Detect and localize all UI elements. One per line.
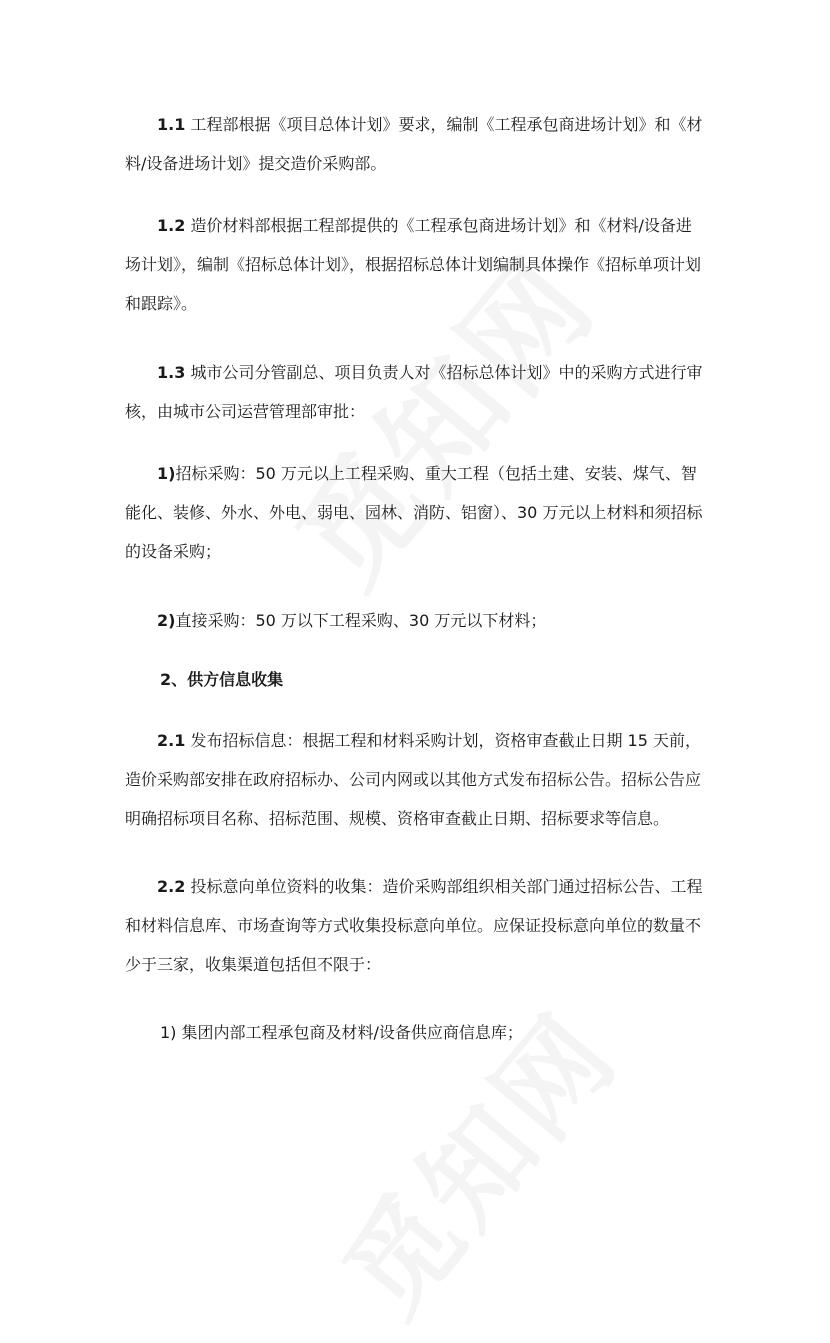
list-item-direct-purchase-text: 直接采购：50 万以下工程采购、30 万元以下材料； xyxy=(175,611,547,630)
list-number-2: 2) xyxy=(157,611,176,630)
paragraph-1-3 xyxy=(125,353,705,431)
paragraph-2-1 xyxy=(125,721,705,838)
section-number-1-1: 1.1 xyxy=(157,115,186,134)
section-heading-2: 2、供方信息收集 xyxy=(160,670,284,689)
paragraph-1-2-text: 造价材料部根据工程部提供的《工程承包商进场计划》和《材料/设备进场计划》，编制《招标总体计划》，根据招标总体计划编制具体操作《招标单项计划和跟踪》。 xyxy=(125,216,702,313)
list-item-direct-purchase xyxy=(125,601,705,640)
paragraph-1-3-text: 城市公司分管副总、项目负责人对《招标总体计划》中的采购方式进行审核，由城市公司运营管理部审批： xyxy=(125,363,703,421)
paragraph-1-1-text: 工程部根据《项目总体计划》要求，编制《工程承包商进场计划》和《材料/设备进场计划》提交造价采购部。 xyxy=(125,115,703,173)
list-item-tender-purchase-text: 招标采购：50 万元以上工程采购、重大工程（包括土建、安装、煤气、智能化、装修、外水、外电、弱电、园林、消防、铝窗）、30 万元以上材料和须招标的设备采购； xyxy=(125,464,703,561)
section-number-2-2: 2.2 xyxy=(157,877,186,896)
section-number-1-3: 1.3 xyxy=(157,363,186,382)
paragraph-1-1 xyxy=(125,105,705,183)
list-number-1: 1) xyxy=(157,464,176,483)
paragraph-2-1-text: 发布招标信息：根据工程和材料采购计划，资格审查截止日期 15 天前，造价采购部安排在政府招标办、公司内网或以其他方式发布招标公告。招标公告应明确招标项目名称、招标范围、规模、资格审查截止日期、招标要求等信息。 xyxy=(125,731,702,828)
list-item-internal-database: 1) 集团内部工程承包商及材料/设备供应商信息库； xyxy=(160,1023,523,1042)
section-number-1-2: 1.2 xyxy=(157,216,186,235)
list-item-tender-purchase xyxy=(125,454,705,571)
section-number-2-1: 2.1 xyxy=(157,731,186,750)
paragraph-2-2 xyxy=(125,867,705,984)
paragraph-1-2 xyxy=(125,206,705,323)
paragraph-2-2-text: 投标意向单位资料的收集：造价采购部组织相关部门通过招标公告、工程和材料信息库、市场查询等方式收集投标意向单位。应保证投标意向单位的数量不少于三家，收集渠道包括但不限于： xyxy=(125,877,703,974)
